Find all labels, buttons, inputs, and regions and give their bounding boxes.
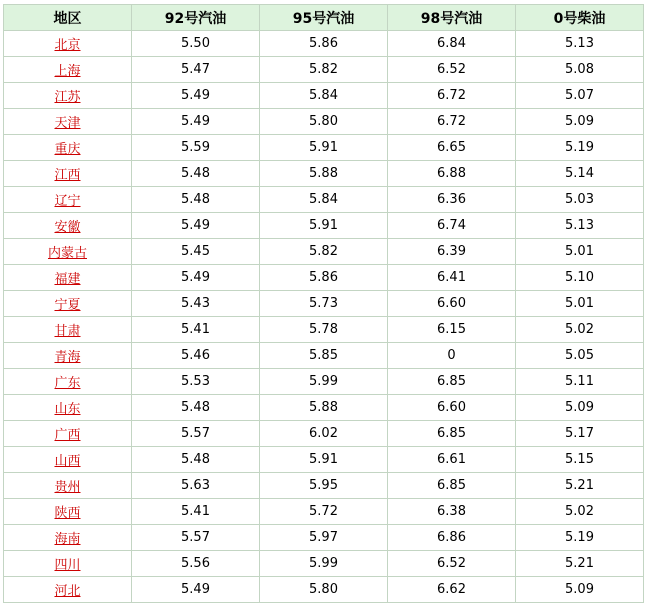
gas98-price-cell: 6.62: [388, 577, 516, 603]
gas92-price-cell: 5.45: [132, 239, 260, 265]
gas98-price-cell: 6.85: [388, 473, 516, 499]
gas98-price-cell: 6.61: [388, 447, 516, 473]
table-row: [4, 473, 644, 499]
region-link[interactable]: 青海: [54, 350, 81, 365]
region-cell: [4, 447, 132, 473]
gas92-price-cell: 5.63: [132, 473, 260, 499]
diesel0-price-cell: 5.21: [516, 473, 644, 499]
gas92-price-cell: 5.57: [132, 421, 260, 447]
gas92-price-cell: 5.49: [132, 213, 260, 239]
gas98-price-cell: 6.85: [388, 369, 516, 395]
diesel0-price-cell: 5.09: [516, 395, 644, 421]
gas98-price-cell: 6.65: [388, 135, 516, 161]
diesel0-price-cell: 5.07: [516, 83, 644, 109]
diesel0-price-cell: 5.09: [516, 109, 644, 135]
gas98-price-cell: 6.52: [388, 57, 516, 83]
region-link[interactable]: 海南: [54, 532, 81, 547]
region-link[interactable]: 甘肃: [54, 324, 81, 339]
region-cell: [4, 343, 132, 369]
table-row: [4, 395, 644, 421]
table-row: [4, 57, 644, 83]
gas98-price-cell: 6.86: [388, 525, 516, 551]
gas92-price-cell: 5.56: [132, 551, 260, 577]
gas98-price-cell: 6.15: [388, 317, 516, 343]
region-cell: [4, 291, 132, 317]
gas98-price-cell: 6.72: [388, 83, 516, 109]
gas95-price-cell: 5.78: [260, 317, 388, 343]
gas95-price-cell: 5.86: [260, 31, 388, 57]
region-cell: [4, 31, 132, 57]
region-cell: [4, 369, 132, 395]
gas95-price-cell: 6.02: [260, 421, 388, 447]
gas92-price-cell: 5.49: [132, 265, 260, 291]
region-link[interactable]: 广东: [54, 376, 81, 391]
gas92-price-cell: 5.48: [132, 161, 260, 187]
gas98-price-cell: 6.38: [388, 499, 516, 525]
gas95-price-cell: 5.84: [260, 187, 388, 213]
table-row: [4, 421, 644, 447]
column-header-diesel0: 0号柴油: [516, 5, 644, 31]
gas92-price-cell: 5.48: [132, 187, 260, 213]
diesel0-price-cell: 5.14: [516, 161, 644, 187]
region-cell: [4, 135, 132, 161]
table-row: [4, 187, 644, 213]
region-link[interactable]: 内蒙古: [47, 246, 87, 261]
gas95-price-cell: 5.73: [260, 291, 388, 317]
region-cell: [4, 109, 132, 135]
region-link[interactable]: 河北: [54, 584, 81, 599]
gas95-price-cell: 5.99: [260, 369, 388, 395]
table-row: [4, 577, 644, 603]
gas92-price-cell: 5.53: [132, 369, 260, 395]
gas95-price-cell: 5.82: [260, 57, 388, 83]
region-link[interactable]: 安徽: [54, 220, 81, 235]
gas92-price-cell: 5.59: [132, 135, 260, 161]
diesel0-price-cell: 5.13: [516, 31, 644, 57]
region-link[interactable]: 重庆: [54, 142, 81, 157]
column-header-gas95: 95号汽油: [260, 5, 388, 31]
region-link[interactable]: 四川: [54, 558, 81, 573]
gas95-price-cell: 5.72: [260, 499, 388, 525]
region-cell: [4, 317, 132, 343]
diesel0-price-cell: 5.17: [516, 421, 644, 447]
region-cell: [4, 577, 132, 603]
region-cell: [4, 83, 132, 109]
diesel0-price-cell: 5.09: [516, 577, 644, 603]
gas95-price-cell: 5.99: [260, 551, 388, 577]
region-link[interactable]: 江西: [54, 168, 81, 183]
gas92-price-cell: 5.49: [132, 577, 260, 603]
gas92-price-cell: 5.41: [132, 317, 260, 343]
gas98-price-cell: 6.72: [388, 109, 516, 135]
gas92-price-cell: 5.47: [132, 57, 260, 83]
gas92-price-cell: 5.48: [132, 447, 260, 473]
gas92-price-cell: 5.41: [132, 499, 260, 525]
diesel0-price-cell: 5.19: [516, 525, 644, 551]
region-cell: [4, 187, 132, 213]
gas92-price-cell: 5.50: [132, 31, 260, 57]
gas95-price-cell: 5.91: [260, 213, 388, 239]
region-link[interactable]: 山西: [54, 454, 81, 469]
gas95-price-cell: 5.86: [260, 265, 388, 291]
region-cell: [4, 421, 132, 447]
gas95-price-cell: 5.82: [260, 239, 388, 265]
table-row: [4, 239, 644, 265]
region-cell: [4, 213, 132, 239]
region-link[interactable]: 广西: [54, 428, 81, 443]
region-cell: [4, 265, 132, 291]
gas92-price-cell: 5.49: [132, 109, 260, 135]
region-link[interactable]: 宁夏: [54, 298, 81, 313]
column-header-gas98: 98号汽油: [388, 5, 516, 31]
diesel0-price-cell: 5.01: [516, 239, 644, 265]
region-cell: [4, 161, 132, 187]
gas95-price-cell: 5.97: [260, 525, 388, 551]
region-link[interactable]: 贵州: [54, 480, 81, 495]
gas98-price-cell: 6.60: [388, 395, 516, 421]
gas98-price-cell: 6.36: [388, 187, 516, 213]
diesel0-price-cell: 5.05: [516, 343, 644, 369]
region-cell: [4, 473, 132, 499]
diesel0-price-cell: 5.15: [516, 447, 644, 473]
gas95-price-cell: 5.91: [260, 447, 388, 473]
table-row: [4, 135, 644, 161]
table-body: [4, 31, 644, 603]
gas98-price-cell: 6.85: [388, 421, 516, 447]
gas98-price-cell: 6.74: [388, 213, 516, 239]
fuel-price-table: [3, 4, 644, 603]
diesel0-price-cell: 5.08: [516, 57, 644, 83]
gas98-price-cell: 6.60: [388, 291, 516, 317]
gas95-price-cell: 5.88: [260, 395, 388, 421]
gas95-price-cell: 5.84: [260, 83, 388, 109]
diesel0-price-cell: 5.13: [516, 213, 644, 239]
table-row: [4, 213, 644, 239]
table-row: [4, 369, 644, 395]
table-row: [4, 525, 644, 551]
gas95-price-cell: 5.85: [260, 343, 388, 369]
diesel0-price-cell: 5.19: [516, 135, 644, 161]
table-row: [4, 291, 644, 317]
gas92-price-cell: 5.46: [132, 343, 260, 369]
region-link[interactable]: 上海: [54, 64, 81, 79]
diesel0-price-cell: 5.01: [516, 291, 644, 317]
table-row: [4, 317, 644, 343]
diesel0-price-cell: 5.21: [516, 551, 644, 577]
gas92-price-cell: 5.57: [132, 525, 260, 551]
region-link[interactable]: 北京: [54, 38, 81, 53]
region-link[interactable]: 辽宁: [54, 194, 81, 209]
gas95-price-cell: 5.80: [260, 109, 388, 135]
diesel0-price-cell: 5.02: [516, 317, 644, 343]
table-row: [4, 343, 644, 369]
gas95-price-cell: 5.91: [260, 135, 388, 161]
column-header-gas92: 92号汽油: [132, 5, 260, 31]
gas95-price-cell: 5.80: [260, 577, 388, 603]
region-cell: [4, 525, 132, 551]
region-cell: [4, 551, 132, 577]
table-row: [4, 447, 644, 473]
gas98-price-cell: 6.84: [388, 31, 516, 57]
table-row: [4, 31, 644, 57]
gas98-price-cell: 0: [388, 343, 516, 369]
gas98-price-cell: 6.88: [388, 161, 516, 187]
gas98-price-cell: 6.39: [388, 239, 516, 265]
gas95-price-cell: 5.95: [260, 473, 388, 499]
diesel0-price-cell: 5.02: [516, 499, 644, 525]
diesel0-price-cell: 5.03: [516, 187, 644, 213]
region-cell: [4, 395, 132, 421]
table-row: [4, 265, 644, 291]
gas92-price-cell: 5.48: [132, 395, 260, 421]
column-header-region: 地区: [4, 5, 132, 31]
region-cell: [4, 57, 132, 83]
region-link[interactable]: 山东: [54, 402, 81, 417]
region-cell: [4, 239, 132, 265]
table-row: [4, 161, 644, 187]
table-row: [4, 83, 644, 109]
region-link[interactable]: 福建: [54, 272, 81, 287]
diesel0-price-cell: 5.10: [516, 265, 644, 291]
region-link[interactable]: 陕西: [54, 506, 81, 521]
diesel0-price-cell: 5.11: [516, 369, 644, 395]
header-row: [4, 5, 644, 31]
gas92-price-cell: 5.43: [132, 291, 260, 317]
region-cell: [4, 499, 132, 525]
table-row: [4, 499, 644, 525]
gas92-price-cell: 5.49: [132, 83, 260, 109]
region-link[interactable]: 江苏: [54, 90, 81, 105]
gas95-price-cell: 5.88: [260, 161, 388, 187]
table-row: [4, 551, 644, 577]
region-link[interactable]: 天津: [54, 116, 81, 131]
gas98-price-cell: 6.41: [388, 265, 516, 291]
table-row: [4, 109, 644, 135]
gas98-price-cell: 6.52: [388, 551, 516, 577]
